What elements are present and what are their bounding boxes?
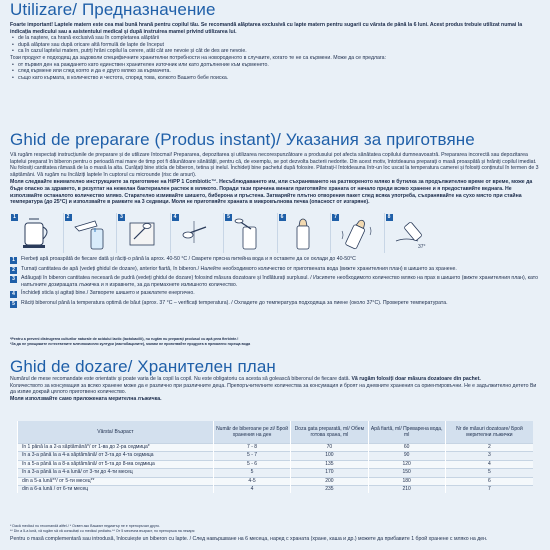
step-number: 4: [172, 214, 179, 221]
preparation-text-bg: Моля следвайте внимателно инструкциите за приготвяне на HiPP 1 Combiotic™. Несъблюдаването им, или съхраняването на разтвореното мляко в бутилка за продължително време от време, може да бъде опасно за здравето, в резултат на нежелан бактериален растеж в млякото. Поради тази причина винаги приготвяйте храната от начало преди всяко хранене и я предоставяйте веднага. Не използвайте останалото количество мляко. Старателно измивайте шишето, биберона и пръстена. Затваряйте плътно отворения пакет след всяка употреба, съхранявайте на сухо място при стайна температура (до 25°C) и използвайте в рамките на 3 седмици. Моля не приготвяйте храната в микровълнова печка (опасност от изгаряне).: [10, 179, 533, 206]
col-header-age: Vârsta/ Възраст: [18, 421, 214, 444]
cell-water: 150: [368, 469, 445, 477]
table-row: [18, 477, 534, 485]
preparation-footnote-bg: *За да не унищожите естествените млечнокисели култури (лактобацилите), молим не приготвяйте продукта в прекалено гореща вода: [10, 342, 251, 346]
cell-volume: 170: [291, 469, 368, 477]
cell-feeds: 5: [213, 469, 290, 477]
cell-scoops: 4: [445, 460, 533, 468]
instruction-number: 5: [10, 301, 17, 308]
table-row: [18, 452, 534, 460]
scoop-icon: [126, 217, 166, 251]
cell-water: 60: [368, 444, 445, 452]
cell-scoops: 2: [445, 444, 533, 452]
dosage-note-1: * Dacă medicul nu recomandă altfel./ * Освен ако Вашият педиатър не е препоръчал друго.: [10, 524, 160, 528]
cell-volume: 200: [291, 477, 368, 485]
dosage-text-block: [10, 376, 542, 402]
cell-volume: 70: [291, 444, 368, 452]
dosage-closing-text: Pentru o masă complementară sau introdusă, înlocuiește un biberon cu lapte. / След навършване на 6 месеца, наред с храната (хране, каша и др.) можете да прибавите 1 брой хранене с мляко на ден.: [10, 536, 488, 542]
step-number: 5: [225, 214, 232, 221]
usage-bullet-ro: • de la naștere, ca hrană exclusivă sau în completarea alăptării: [18, 35, 542, 42]
usage-title: Utilizare/ Предназначение: [10, 0, 216, 19]
cell-feeds: 7 - 8: [213, 444, 290, 452]
cell-volume: 135: [291, 460, 368, 468]
instruction-text: Răciți biberonul până la temperatura optimă de băut (aprox. 37 °C – verificați temperatura). / Охладете до температура подходяща за пиене (около 37°С). Проверете температурата.: [21, 299, 448, 306]
cell-age: din a 6-a lună / от 6-ти месец: [18, 486, 214, 494]
instruction-text: Fierbeți apă proaspătă de fiecare dată și răciți-o până la aprox. 40-50 °C / Сварете прясна питейна вода и я оставете да се охлади до 40-50°C: [21, 256, 356, 262]
cell-scoops: 6: [445, 477, 533, 485]
cell-water: 90: [368, 452, 445, 460]
cell-age: în 1 până la a 2-a săptămână*/ от 1-ва до 2-ра седмица*: [18, 444, 214, 452]
step-fill-bottle: [224, 213, 278, 253]
step-number: 3: [118, 214, 125, 221]
cell-scoops: 7: [445, 486, 533, 494]
bottle-powder-icon: [233, 217, 273, 251]
svg-text:37°: 37°: [417, 244, 426, 250]
preparation-footnote-ro: *Pentru a preveni distrugerea culturilor naturale de acidului lactic (lactobacilii), nu rugăm nu preparați produsul cu apă prea fierbinte.!: [10, 337, 239, 341]
usage-bullets-ro: [10, 35, 542, 55]
bottle-water-icon: [73, 217, 113, 251]
step-number: 2: [65, 214, 72, 221]
instruction-number: 1: [10, 257, 17, 264]
preparation-steps-illustration: [10, 213, 540, 253]
cell-age: în a 5-a până la a 8-a săptămână/ от 5-та до 8-ма седмица: [18, 460, 214, 468]
bottle-icon: [287, 217, 327, 251]
step-pour-water: [64, 213, 118, 253]
usage-bullet-bg: • също като кърмата, в количество и честота, според това, колкото Вашето бебе поиска.: [18, 75, 542, 82]
instruction-number: 3: [10, 276, 17, 283]
table-row: [18, 469, 534, 477]
table-row: [18, 460, 534, 468]
col-header-volume: Doza gata preparată, ml/ Обем готова храна, ml: [291, 421, 368, 444]
instruction-text: Închideți sticla și agitați bine./ Затворете шишето и разклатете енергично.: [21, 289, 195, 296]
instruction-number: 4: [10, 291, 17, 298]
table-row: [18, 444, 534, 452]
cell-age: din a 5-a lună**/ от 5-ти месец**: [18, 477, 214, 485]
instruction-row: [10, 256, 540, 264]
dosage-table: [17, 421, 533, 493]
step-scoop-level: [171, 213, 225, 253]
dosage-table-header: [18, 421, 534, 444]
col-header-scoops: Nr de măsuri dozatoare/ Брой мерителни лъжички: [445, 421, 533, 444]
step-close-bottle: [278, 213, 332, 253]
dosage-text-ro: [10, 376, 542, 383]
dosage-title: Ghid de dozare/ Хранителен план: [10, 357, 276, 376]
instruction-row: [10, 300, 540, 308]
cell-water: 180: [368, 477, 445, 485]
usage-bullet-bg: • след кърмене или след която и да е друго мляко за кърмачета.: [18, 68, 542, 75]
temperature-check-icon: [394, 217, 434, 251]
cell-feeds: 5 - 7: [213, 452, 290, 460]
instruction-text: Adăugați în biberon cantitatea necesară de pudră (vedeți ghidul de dozare) folosind măsura dozatoare și îndlăturați surplusul. / Изсипете необходимото количество мляко на прах в шишето (вижте хранителния план), като напълните дозиращата лъжичка и я изравните, за да премахнете излишното количество.: [21, 275, 538, 288]
step-add-powder: [117, 213, 171, 253]
usage-bullet-bg: • от първия ден на раждането като единствен хранителен източник или като допълнение към кърменето.: [18, 62, 542, 69]
cell-scoops: 5: [445, 469, 533, 477]
shake-bottle-icon: [340, 217, 380, 251]
dosage-text-ro-b: Vă rugăm folosiți doar măsura dozatoare din pachet.: [351, 376, 481, 382]
dosage-note-2: ** Din a 5-a lună, vă rugăm să vă consultați cu medicul pediatru.** От 5 месечна възраст, по препоръка на лекаря: [10, 529, 195, 533]
step-number: 6: [279, 214, 286, 221]
col-header-water: Apă fiartă, ml/ Преварена вода, ml: [368, 421, 445, 444]
cell-age: în a 3-a până la a 4-a săptămână/ от 3-та до 4-та седмица: [18, 452, 214, 460]
cell-feeds: 4: [213, 486, 290, 494]
usage-bullet-ro: • ca în cazul laptelui matern, putrți hrăni copilul la cerere, atât cât are nevoie și cât de des are nevoie.: [18, 48, 542, 55]
dosage-text-bg-bold: Моля използвайте само приложената мерителна лъжичка.: [10, 395, 162, 402]
usage-text-block: [10, 22, 542, 81]
dosage-text-bg: Количеството за консумация за всяко хранене може да е различно при различните деца. Препоръчителните количества за консумация и броят на дневните хранения са ориентировъчни. Не е задължително детето Ви да изпие докрай цялото приготвено количество.: [10, 382, 537, 396]
step-number: 1: [11, 214, 18, 221]
usage-intro-bg: Този продукт е подходящ да задоволи специфичните хранителни потребности на новороденото в случаите, когато те не са кърмени. Може да се предлага:: [10, 54, 386, 61]
usage-intro-ro: Foarte important! Laptele matern este cea mai bună hrană pentru copilul tău. Se recomandă alăptarea exclusivă cu lapte matern pentru sugarii cu vârsta de până la 6 luni. Acest produs trebuie utilizat numai la indicația medicului sau a asistentului medical și după instruirea mamei privind utilizarea lui.: [10, 22, 523, 35]
cell-feeds: 4-5: [213, 477, 290, 485]
step-number: 8: [386, 214, 393, 221]
step-kettle: [10, 213, 64, 253]
usage-bullets-bg: [10, 62, 542, 82]
instruction-row: [10, 290, 540, 298]
step-number: 7: [332, 214, 339, 221]
step-check-temperature: [385, 213, 438, 253]
instruction-number: 2: [10, 267, 17, 274]
kettle-icon: [19, 217, 59, 251]
preparation-text-ro: Vă rugăm respectați instrucțiunile de preparare și de utilizare întocmai! Prepararea, depozitarea și utilizarea necorespunzătoare a produsului pot afecta sănătatea copilului dumneavoastră. Prepararea incorectă sau depozitarea laptelui preparat în biberon pentru o perioadă mai mare de timp pot fi dăunătoare sănătății, pentru că, de exemplu, se pot dezvolta bacterii nedorite. Din acest motiv, întotdeauna preparați o masă proaspătă și hrăniți copilul imediat. Nu folosiți cantitatea rămasă de la o masă la alta. Curățați bine sticla de biberon, tetina și inelul. Închideți bine pachetul după folosire. Păstrați-l întotdeauna într-un loc uscat la temperatura camerei și folosiți conținutul în termen de 3 săptămâni. Vă rugăm nu încălziți laptele în cuptorul cu microunde (risc de arsuri).: [10, 152, 539, 178]
cell-volume: 100: [291, 452, 368, 460]
cell-feeds: 5 - 6: [213, 460, 290, 468]
col-header-feeds: Număr de biberoane pe zi/ Брой хранения на ден: [213, 421, 290, 444]
dosage-text-ro-a: Numărul de mese recomandate este orientativ și poate varia de la copil la copil. Nu este obligatoriu ca acesta să golească biberonul de fiecare dată.: [10, 376, 350, 382]
table-row: [18, 486, 534, 494]
cell-age: în a 3-a până la a 4-a lună/ от 3-ти до 4-ти месец: [18, 469, 214, 477]
preparation-instructions: [10, 256, 540, 309]
cell-volume: 235: [291, 486, 368, 494]
cell-water: 210: [368, 486, 445, 494]
cell-water: 120: [368, 460, 445, 468]
instruction-row: [10, 275, 540, 288]
usage-bullet-ro: • după alăptare sau după oricare altă formulă de lapte de început: [18, 42, 542, 49]
scoop-level-icon: [180, 217, 220, 251]
preparation-text-block: [10, 152, 542, 206]
step-shake-bottle: [331, 213, 385, 253]
cell-scoops: 3: [445, 452, 533, 460]
instruction-text: Turnați cantitatea de apă (vedeți ghidul de dozare), anterior fiartă, în biberon./ Налейте необходимото количество от приготвената вода (вижте хранителния план) в шишето за хранене.: [21, 265, 457, 272]
preparation-title: Ghid de preparare (Produs instant)/ Указания за приготвяне: [10, 130, 475, 149]
instruction-row: [10, 266, 540, 274]
